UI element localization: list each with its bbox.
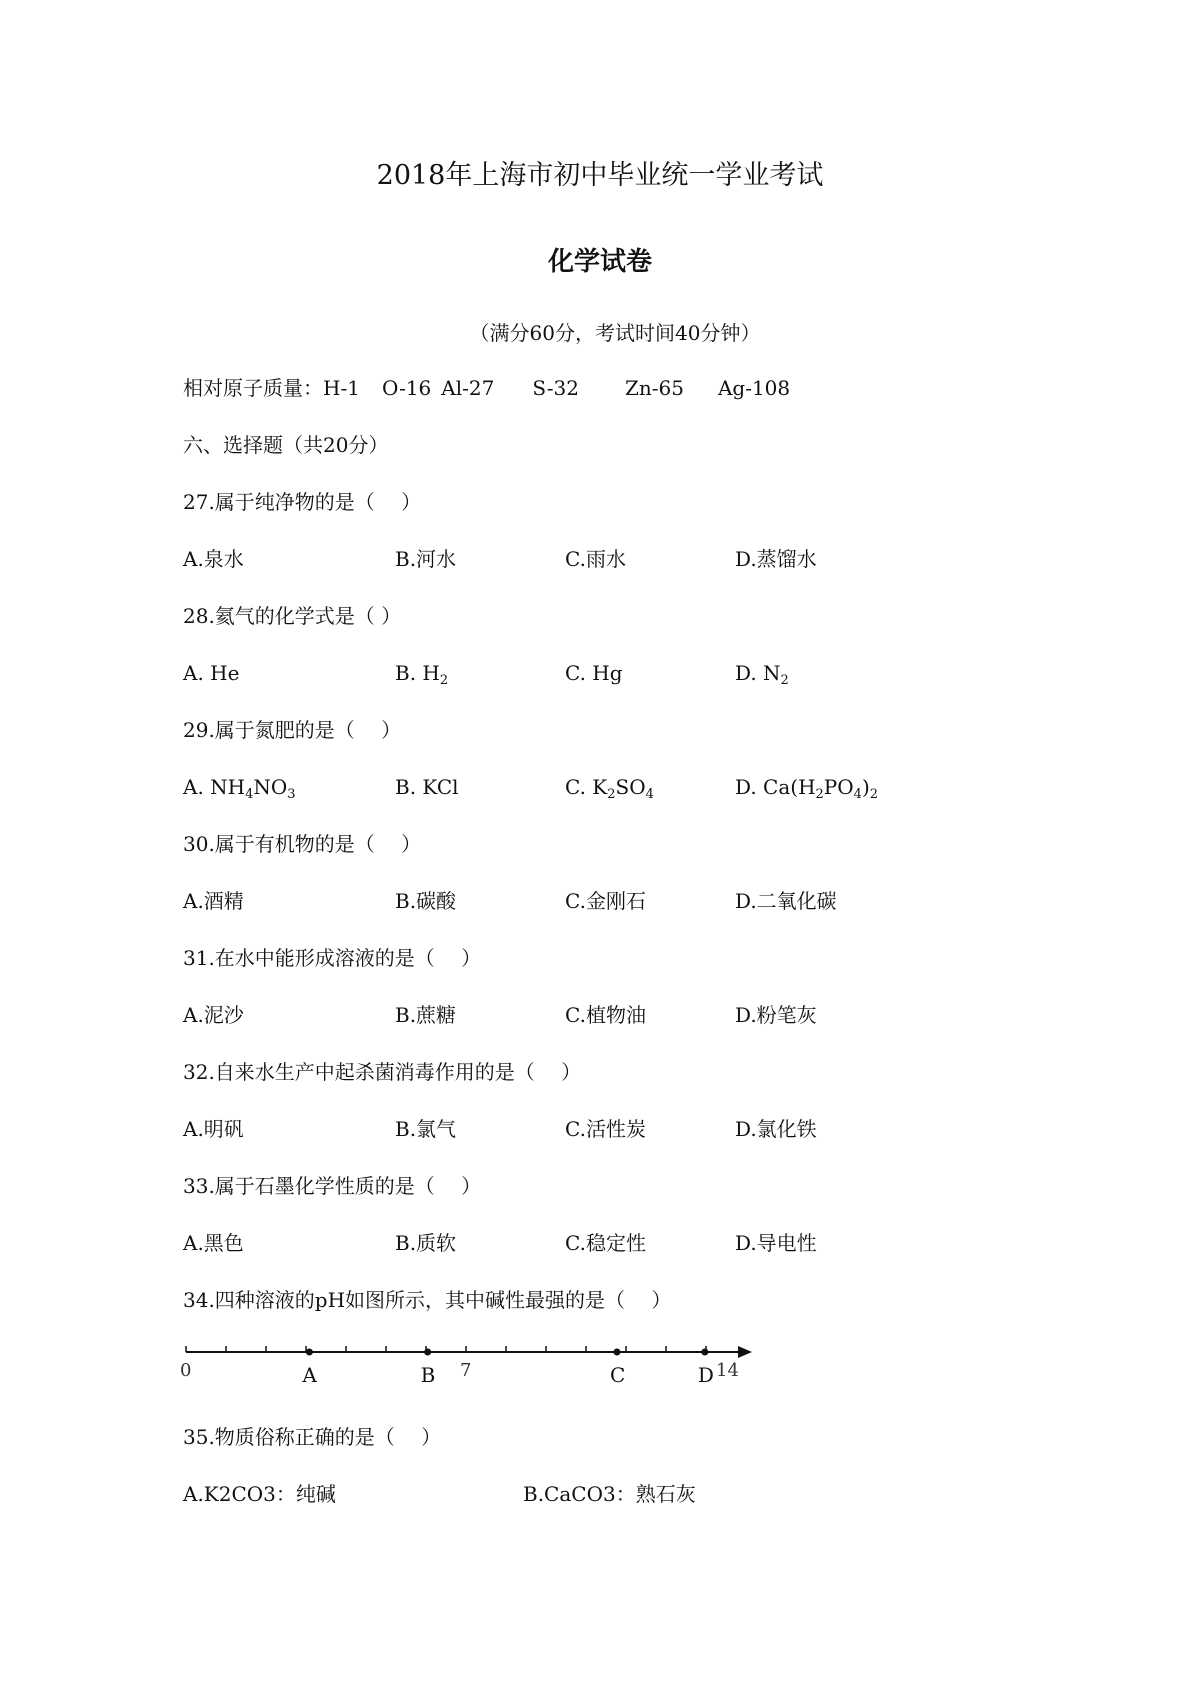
question-options <box>183 658 1083 688</box>
ph-point-d <box>701 1349 708 1356</box>
ph-tick-label-7: 7 <box>460 1360 472 1381</box>
question-options <box>183 1479 1083 1509</box>
option-a: A.K2CO3：纯碱 <box>183 1482 336 1506</box>
option-b: B.蔗糖 <box>395 1003 457 1027</box>
option-b: B. $H_2$ <box>395 661 449 688</box>
option-c: C. $K_2SO_4$ <box>565 775 654 802</box>
question-stem: 27.属于纯净物的是（ ） <box>183 490 422 514</box>
option-b: B.碳酸 <box>395 889 457 913</box>
option-c: C. Hg <box>565 661 623 685</box>
option-d: D.氯化铁 <box>735 1117 817 1141</box>
ph-point-label-d: D <box>697 1363 714 1387</box>
atomic-masses <box>183 373 790 403</box>
atomic-masses-label: 相对原子质量： <box>183 376 323 400</box>
option-a: A.泉水 <box>183 547 244 571</box>
question-options <box>183 1228 1083 1258</box>
mass-item: Ag-108 <box>717 376 791 400</box>
option-b: B. KCl <box>395 775 459 799</box>
ph-tick-label-14: 14 <box>716 1360 739 1381</box>
option-b: B.质软 <box>395 1231 457 1255</box>
option-c: C.雨水 <box>565 547 626 571</box>
option-d: D. $N_2$ <box>735 661 789 688</box>
ph-tick-label-0: 0 <box>180 1360 192 1381</box>
ph-point-label-c: C <box>609 1363 626 1387</box>
question-options <box>183 772 1083 802</box>
option-d: D.导电性 <box>735 1231 817 1255</box>
option-c: C.金刚石 <box>565 889 646 913</box>
option-c: C.稳定性 <box>565 1231 646 1255</box>
question-stem: 29.属于氮肥的是（ ） <box>183 718 402 742</box>
option-d: D.二氧化碳 <box>735 889 837 913</box>
option-d: D. $Ca(H_2PO_4)_2$ <box>735 775 879 802</box>
ph-point-c <box>613 1349 620 1356</box>
question-options <box>183 886 1083 916</box>
exam-title: 2018年上海市初中毕业统一学业考试 <box>376 160 824 191</box>
option-b: B.CaCO3：熟石灰 <box>523 1482 696 1506</box>
ph-point-label-b: B <box>420 1363 436 1387</box>
question-stem: 34.四种溶液的pH如图所示，其中碱性最强的是（ ） <box>183 1288 672 1312</box>
question-stem: 30.属于有机物的是（ ） <box>183 832 422 856</box>
question-stem: 33.属于石墨化学性质的是（ ） <box>183 1174 482 1198</box>
mass-item: O-16 <box>381 376 432 400</box>
question-stem: 32.自来水生产中起杀菌消毒作用的是（ ） <box>183 1060 582 1084</box>
mass-item: Zn-65 <box>624 376 684 400</box>
option-b: B.氯气 <box>395 1117 457 1141</box>
ph-point-b <box>424 1349 431 1356</box>
option-a: A. $NH_4NO_3$ <box>183 775 296 802</box>
question-options <box>183 544 1083 574</box>
option-c: C.植物油 <box>565 1003 646 1027</box>
option-a: A. He <box>183 661 240 685</box>
option-a: A.酒精 <box>183 889 244 913</box>
ph-point-label-a: A <box>302 1363 317 1387</box>
question-stem: 31.在水中能形成溶液的是（ ） <box>183 946 482 970</box>
question-stem: 28.氦气的化学式是（ ） <box>183 604 402 628</box>
option-a: A.明矾 <box>183 1117 244 1141</box>
option-c: C.活性炭 <box>565 1117 646 1141</box>
exam-note: （满分60分，考试时间40分钟） <box>469 321 761 345</box>
option-b: B.河水 <box>395 547 457 571</box>
ph-points <box>301 1349 714 1388</box>
exam-subtitle: 化学试卷 <box>547 247 652 277</box>
option-a: A.泥沙 <box>183 1003 244 1027</box>
option-d: D.蒸馏水 <box>735 547 817 571</box>
option-a: A.黑色 <box>183 1231 244 1255</box>
question-options <box>183 1000 1083 1030</box>
ph-point-a <box>306 1349 313 1356</box>
question-stem: 35.物质俗称正确的是（ ） <box>183 1425 442 1449</box>
ph-scale-figure <box>180 1330 760 1400</box>
mass-item: H-1 <box>323 376 360 400</box>
ph-axis-arrow <box>738 1346 752 1358</box>
question-options <box>183 1114 1083 1144</box>
mass-item: S-32 <box>532 376 579 400</box>
section-heading: 六、选择题（共20分） <box>183 433 389 457</box>
mass-item: Al-27 <box>441 376 495 400</box>
option-d: D.粉笔灰 <box>735 1003 817 1027</box>
